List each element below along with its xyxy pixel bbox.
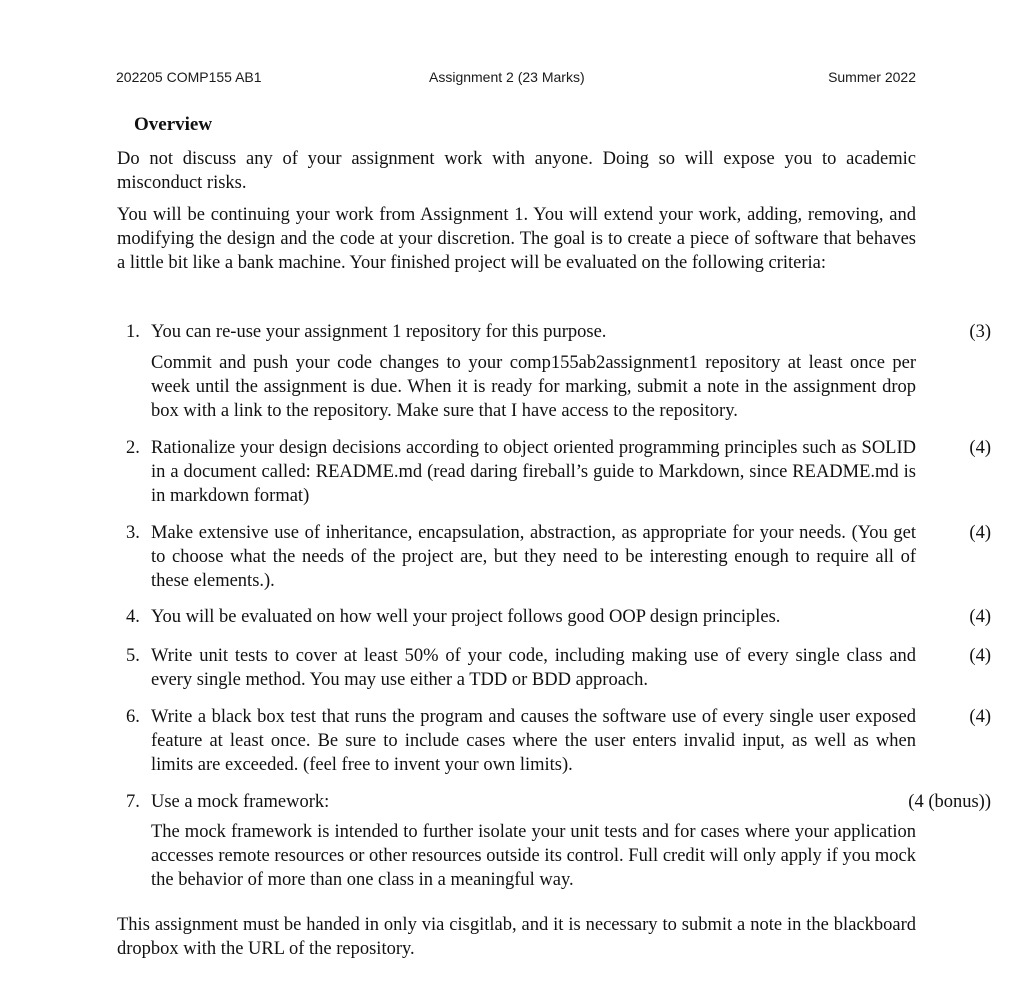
item-marks: (4) [969,646,991,666]
item-text: Write unit tests to cover at least 50% of your code, including making use of every single class and every single method. You may use either a TDD or BDD approach. [151,646,916,690]
item-text: Rationalize your design decisions according to object oriented programming principles such as SOLID in a document called: README.md (read daring fireball’s guide to Markdown, since README.md is in markdown format) [151,438,916,506]
item-text: Make extensive use of inheritance, encapsulation, abstraction, as appropriate for your needs. (You get to choose what the needs of the project are, but they need to be interesting enough to require all of these elements.). [151,523,916,591]
criteria-item-5 [126,644,991,692]
item-marks: (4) [969,438,991,458]
item-marks: (4) [969,607,991,627]
criteria-item-2 [126,436,991,508]
item-text: You can re-use your assignment 1 repository for this purpose. [151,322,607,342]
item-number: 4. [126,607,140,627]
item-number: 1. [126,322,140,342]
item-detail: Commit and push your code changes to your comp155ab2assignment1 repository at least once per week until the assignment is due. When it is ready for marking, submit a note in the assignment drop box with a link to the repository. Make sure that I have access to the repository. [151,353,916,421]
page-header [116,69,916,89]
item-number: 5. [126,646,140,666]
item-text: You will be evaluated on how well your project follows good OOP design principles. [151,607,781,627]
item-number: 7. [126,792,140,812]
item-marks: (3) [969,322,991,342]
closing-paragraph: This assignment must be handed in only via cisgitlab, and it is necessary to submit a note in the blackboard dropbox with the URL of the repository. [117,915,916,959]
intro-paragraph-1: Do not discuss any of your assignment work with anyone. Doing so will expose you to academic misconduct risks. [117,149,916,193]
criteria-item-7 [126,790,991,890]
criteria-item-3 [126,521,991,593]
item-text: Write a black box test that runs the program and causes the software use of every single user exposed feature at least once. Be sure to include cases where the user enters invalid input, as well as when limits are exceeded. (feel free to invent your own limits). [151,707,916,775]
term: Summer 2022 [828,69,916,85]
item-text: Use a mock framework: [151,792,330,812]
intro-paragraph-2: You will be continuing your work from Assignment 1. You will extend your work, adding, removing, and modifying the design and the code at your discretion. The goal is to create a piece of software that behaves a little bit like a bank machine. Your finished project will be evaluated on the following criteria: [117,205,916,273]
item-number: 3. [126,523,140,543]
item-detail: The mock framework is intended to further isolate your unit tests and for cases where your application accesses remote resources or other resources outside its control. Full credit will only apply if you mock the behavior of more than one class in a meaningful way. [151,822,916,890]
item-marks: (4) [969,523,991,543]
item-marks: (4 (bonus)) [908,792,991,812]
item-number: 6. [126,707,140,727]
course-code: 202205 COMP155 AB1 [116,69,262,85]
criteria-item-6 [126,705,991,777]
item-marks: (4) [969,707,991,727]
criteria-item-1 [126,320,991,420]
item-number: 2. [126,438,140,458]
section-title: Overview [134,114,213,135]
criteria-item-4 [126,605,991,629]
assignment-title: Assignment 2 (23 Marks) [429,69,585,85]
